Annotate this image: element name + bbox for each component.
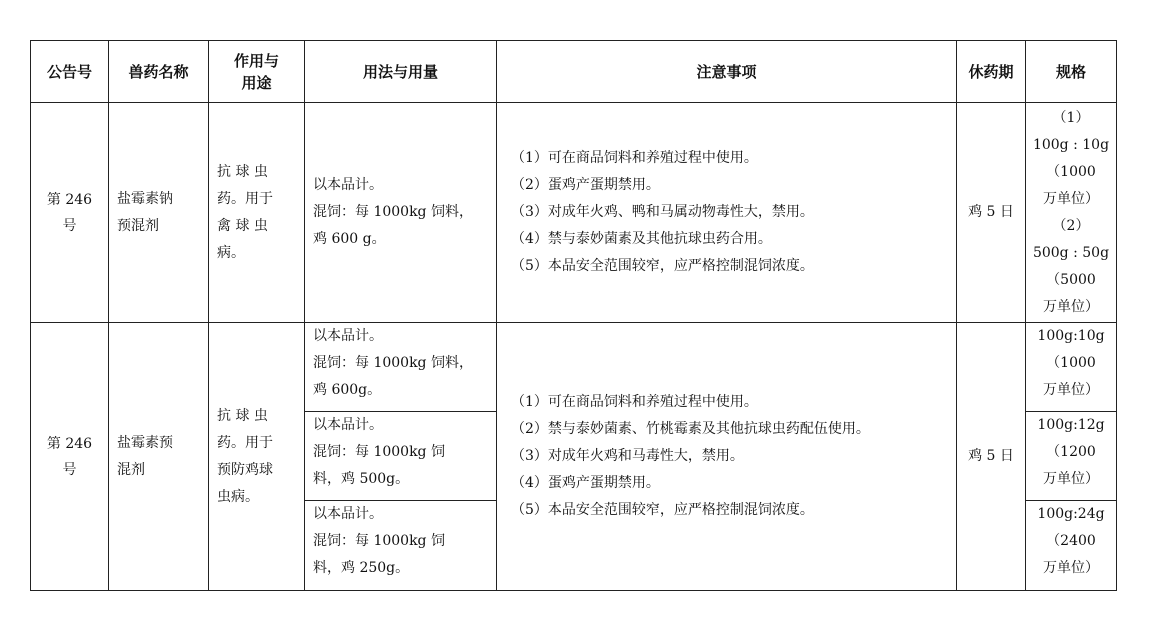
function-line: 抗 球 虫: [217, 407, 268, 424]
spec-line: （1）: [1052, 109, 1090, 126]
note-line: （4）蛋鸡产蛋期禁用。: [511, 475, 660, 491]
note-line: （2）蛋鸡产蛋期禁用。: [511, 177, 660, 193]
spec-line: 500g : 50g: [1032, 244, 1110, 261]
usage-line: 鸡 600 g。: [313, 231, 386, 247]
announcement-cell: [31, 323, 109, 591]
veterinary-drug-table: [30, 40, 1117, 591]
spec-line: 100g : 10g: [1032, 136, 1110, 153]
function-cell: [209, 323, 305, 591]
header-spec: 规格: [1026, 41, 1117, 103]
note-line: （5）本品安全范围较窄，应严格控制混饲浓度。: [511, 258, 814, 274]
announcement-line: 号: [62, 217, 77, 234]
spec-line: 万单位）: [1043, 382, 1099, 398]
drug-name-cell: [109, 323, 209, 591]
note-line: （3）对成年火鸡和马毒性大，禁用。: [511, 448, 744, 464]
spec-sub-cell: [1026, 501, 1117, 591]
drug-name-line: 混剂: [117, 461, 145, 478]
drug-name-line: 盐霉素预: [117, 434, 173, 451]
announcement-line: 第 246: [46, 191, 93, 208]
usage-sub-cell: [305, 412, 497, 501]
announcement-cell: [31, 103, 109, 323]
usage-line: 以本品计。: [313, 506, 383, 522]
spec-line: 100g:10g: [1037, 328, 1105, 344]
usage-line: 料，鸡 500g。: [313, 471, 410, 487]
drug-name-line: 预混剂: [117, 217, 159, 234]
spec-cell: [1026, 103, 1117, 323]
spec-sub-cell: [1026, 412, 1117, 501]
spec-line: （1200: [1046, 444, 1096, 460]
withdrawal-cell: 鸡 5 日: [957, 323, 1026, 591]
usage-line: 料，鸡 250g。: [313, 560, 410, 576]
usage-cell: [305, 103, 497, 323]
spec-line: 万单位）: [1043, 560, 1099, 576]
header-function-line-1: 作用与: [233, 51, 279, 70]
function-line: 病。: [217, 244, 245, 261]
table-row: [31, 103, 1117, 323]
spec-line: （5000: [1046, 271, 1096, 288]
notes-cell: [497, 323, 957, 591]
drug-name-cell: [109, 103, 209, 323]
spec-line: （2）: [1052, 217, 1090, 234]
function-cell: [209, 103, 305, 323]
header-announcement: 公告号: [31, 41, 109, 103]
spec-line: 100g:24g: [1037, 506, 1105, 522]
function-line: 药。用于: [217, 434, 273, 451]
spec-line: 万单位）: [1043, 471, 1099, 487]
usage-line: 混饲：每 1000kg 饲料，: [313, 355, 473, 371]
usage-line: 以本品计。: [313, 328, 383, 344]
spec-line: 万单位）: [1043, 190, 1099, 207]
spec-line: （2400: [1046, 533, 1096, 549]
usage-line: 混饲：每 1000kg 饲料，: [313, 204, 473, 220]
note-line: （3）对成年火鸡、鸭和马属动物毒性大，禁用。: [511, 204, 814, 220]
header-function: [209, 41, 305, 103]
spec-sub-cell: [1026, 323, 1117, 412]
note-line: （4）禁与泰妙菌素及其他抗球虫药合用。: [511, 231, 772, 247]
function-line: 预防鸡球: [217, 461, 273, 478]
header-usage: 用法与用量: [305, 41, 497, 103]
announcement-line: 第 246: [46, 435, 93, 452]
spec-line: （1000: [1046, 355, 1096, 371]
header-row: [31, 41, 1117, 103]
spec-line: 100g:12g: [1037, 417, 1105, 433]
table-row: [31, 323, 1117, 412]
usage-line: 以本品计。: [313, 177, 383, 193]
usage-line: 混饲：每 1000kg 饲: [313, 444, 445, 460]
function-line: 禽 球 虫: [217, 217, 268, 234]
function-line: 药。用于: [217, 190, 273, 207]
spec-line: 万单位）: [1043, 298, 1099, 315]
note-line: （1）可在商品饲料和养殖过程中使用。: [511, 394, 758, 410]
note-line: （5）本品安全范围较窄，应严格控制混饲浓度。: [511, 502, 814, 518]
usage-line: 鸡 600g。: [313, 382, 382, 398]
note-line: （1）可在商品饲料和养殖过程中使用。: [511, 150, 758, 166]
header-withdrawal: 休药期: [957, 41, 1026, 103]
drug-name-line: 盐霉素钠: [117, 190, 173, 207]
withdrawal-cell: 鸡 5 日: [957, 103, 1026, 323]
spec-line: （1000: [1046, 163, 1096, 180]
usage-line: 以本品计。: [313, 417, 383, 433]
notes-cell: [497, 103, 957, 323]
header-function-line-2: 用途: [241, 73, 272, 92]
header-drug-name: 兽药名称: [109, 41, 209, 103]
usage-sub-cell: [305, 323, 497, 412]
function-line: 虫病。: [217, 488, 259, 505]
usage-line: 混饲：每 1000kg 饲: [313, 533, 445, 549]
function-line: 抗 球 虫: [217, 163, 268, 180]
header-notes: 注意事项: [497, 41, 957, 103]
announcement-line: 号: [62, 461, 77, 478]
usage-sub-cell: [305, 501, 497, 591]
note-line: （2）禁与泰妙菌素、竹桃霉素及其他抗球虫药配伍使用。: [511, 421, 870, 437]
